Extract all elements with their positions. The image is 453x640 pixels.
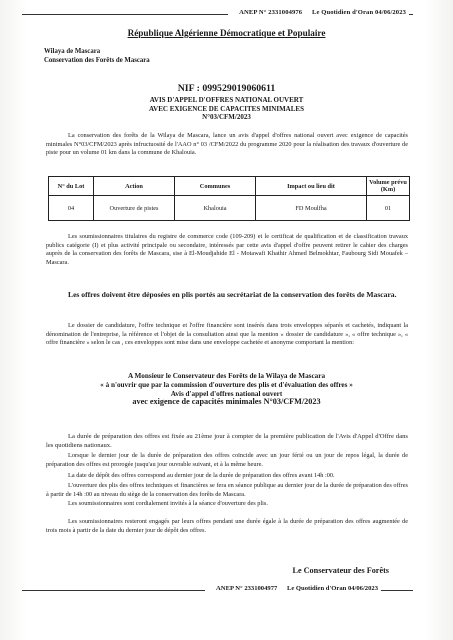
table-header-lieu: Impact ou lieu dit bbox=[256, 177, 367, 196]
republic-title: République Algérienne Démocratique et Populaire bbox=[127, 28, 326, 38]
table-header-communes: Communes bbox=[175, 177, 256, 196]
table-cell-lot: 04 bbox=[49, 196, 94, 221]
notice-title-line1: AVIS D'APPEL D'OFFRES NATIONAL OUVERT bbox=[149, 96, 304, 104]
offers-deposit-notice: Les offres doivent être déposées en plis portés au secrétariat de la conservation des forêts de Mascara. bbox=[68, 290, 397, 299]
address-line4: avec exigence de capacités minimales N°03/CFM/2023 bbox=[132, 397, 321, 407]
notice-title-line2: AVEC EXIGENCE DE CAPACITES MINIMALES bbox=[149, 104, 304, 113]
holiday-paragraph: Lorsque le dernier jour de la durée de préparation des offres coïncide avec un jour férié ou un jour de repos légal, la durée de préparation des offres est prorogée jusqu'au jour ouvrable suivant, et à la même heure. bbox=[46, 452, 408, 468]
envelope-address bbox=[0, 372, 453, 407]
notice-title bbox=[0, 96, 453, 122]
table-header-volume: Volume prévu (Km) bbox=[367, 177, 410, 196]
header-newspaper: Le Quotidien d'Oran 04/06/2023 bbox=[311, 9, 406, 16]
table-header-row bbox=[49, 177, 410, 196]
deposit-date-paragraph: La date de dépôt des offres correspond au dernier jour de la durée de préparation des offres avant 14h :00. bbox=[68, 472, 335, 479]
nif-number: NIF : 099529019060611 bbox=[177, 83, 276, 94]
duration-paragraph: La durée de préparation des offres est fixée au 21ème jour à compter de la première publication de l'Avis d'Appel d'Offre dans les quotidiens nationaux. bbox=[46, 433, 408, 449]
invitation-paragraph: Les soumissionnaires sont cordialement invités à la séance d'ouverture des plis. bbox=[68, 500, 268, 507]
intro-paragraph: La conservation des forêts de la Wilaya de Mascara, lance un avis d'appel d'offres national ouvert avec exigence de capacités minimales N°03/CFM/2023 après infructuosité de l'AAO n° 03 /CFM/2022 du programme 2020 pour la réalisation des travaux d'ouverture de piste pour un volume 01 km dans la commune de Khalouia. bbox=[46, 132, 408, 157]
address-line3: Avis d'appel d'offres national ouvert bbox=[170, 389, 283, 398]
engagement-paragraph: Les soumissionnaires resteront engagés par leurs offres pendant une durée égale à la durée de préparation des offres augmentée de trois mois à partir de la date du dernier jour de dépôt des offres. bbox=[46, 518, 408, 534]
notice-title-line3: N°03/CFM/2023 bbox=[202, 113, 251, 121]
address-line1: A Monsieur le Conservateur des Forêts de la Wilaya de Mascara bbox=[127, 372, 326, 380]
lot-table bbox=[48, 176, 410, 221]
signature: Le Conservateur des Forêts bbox=[292, 566, 389, 575]
opening-paragraph: L'ouverture des plis des offres techniques et financières se fera en séance publique au dernier jour de la durée de préparation des offres à partir de 14h :00 au niveau du siège de la conservation des forêts de Mascara. bbox=[46, 482, 408, 498]
issuer-conservation: Conservation des Forêts de Mascara bbox=[44, 57, 150, 64]
footer-newspaper: Le Quotidien d'Oran 04/06/2023 bbox=[286, 585, 378, 592]
table-cell-volume: 01 bbox=[367, 196, 410, 221]
address-line2: « à n'ouvrir que par la commission d'ouverture des plis et d'évaluation des offres » bbox=[100, 380, 353, 389]
table-header-lot: N° du Lot bbox=[49, 177, 94, 196]
table-cell-action: Ouverture de pistes bbox=[94, 196, 175, 221]
table-row bbox=[49, 196, 410, 221]
issuer-wilaya: Wilaya de Mascara bbox=[44, 48, 101, 55]
table-cell-lieu: FD Moulfha bbox=[256, 196, 367, 221]
table-cell-commune: Khalouia bbox=[175, 196, 256, 221]
bidders-paragraph: Les soumissionnaires titulaires du registre de commerce code (109-209) et le certificat de qualification et de classification travaux publics catégorie (I) et plus activité principale ou secondaire, intéressés par cette avis d'appel d'offre peuvent retirer le cahier des charges auprès de la conservation des forêts de Mascara, sise à El-Moudjahide El - Motawafi Khathir Ahmed Belmokhtar, Faubourg Sidi Mouafek – Mascara. bbox=[46, 233, 408, 266]
issuer-block bbox=[44, 47, 150, 65]
table-header-action: Action bbox=[94, 177, 175, 196]
footer-anep-number: ANEP N° 2331004977 bbox=[216, 585, 278, 592]
dossier-paragraph: Le dossier de candidature, l'offre technique et l'offre financière sont insérés dans trois enveloppes séparés et cachetés, indiquant la dénomination de l'entreprise, la référence et l'objet de la consultation ainsi que la mention « dossier de candidature », « offre technique », « offre financière » selon le cas , ces enveloppes sont mise dans une enveloppe cachetée et anonyme comportant la mention: bbox=[46, 322, 408, 347]
page-header bbox=[228, 9, 409, 16]
header-anep-number: ANEP N° 2331004976 bbox=[239, 9, 303, 16]
page-footer bbox=[205, 585, 381, 592]
